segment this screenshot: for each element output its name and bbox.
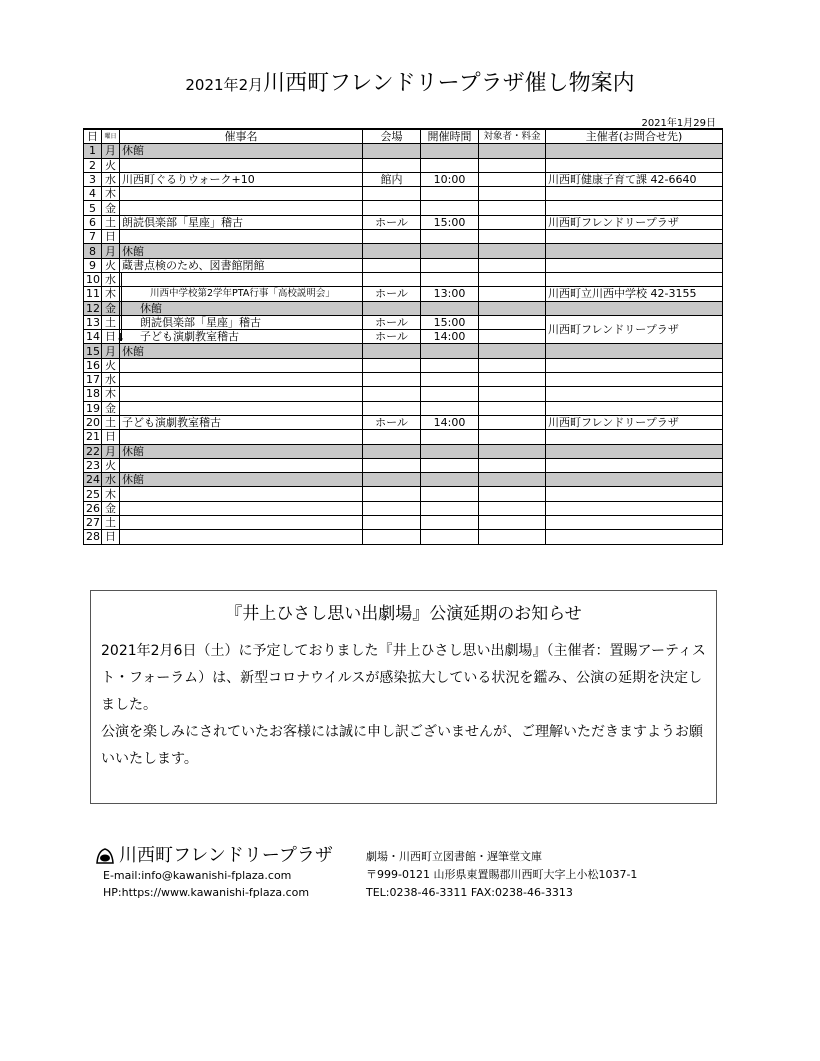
target-fee-cell bbox=[479, 358, 546, 372]
day-cell: 25 bbox=[84, 487, 102, 501]
event-cell bbox=[120, 501, 363, 515]
target-fee-cell bbox=[479, 444, 546, 458]
day-cell: 19 bbox=[84, 401, 102, 415]
footer-email[interactable]: E-mail:info@kawanishi-fplaza.com bbox=[103, 869, 292, 882]
event-cell bbox=[120, 401, 363, 415]
time-cell: 14:00 bbox=[421, 330, 479, 344]
organizer-cell bbox=[546, 387, 723, 401]
target-fee-cell bbox=[479, 230, 546, 244]
table-row bbox=[84, 430, 723, 444]
time-cell bbox=[421, 230, 479, 244]
table-row bbox=[84, 415, 723, 429]
venue-cell bbox=[363, 373, 421, 387]
target-fee-cell bbox=[479, 315, 546, 329]
organizer-cell bbox=[546, 373, 723, 387]
target-fee-cell bbox=[479, 530, 546, 544]
header-event: 催事名 bbox=[120, 129, 363, 144]
target-fee-cell bbox=[479, 516, 546, 530]
venue-cell bbox=[363, 401, 421, 415]
organizer-cell bbox=[546, 458, 723, 472]
time-cell bbox=[421, 444, 479, 458]
time-cell bbox=[421, 487, 479, 501]
day-cell: 7 bbox=[84, 230, 102, 244]
day-cell: 2 bbox=[84, 158, 102, 172]
table-row bbox=[84, 530, 723, 544]
day-cell: 23 bbox=[84, 458, 102, 472]
weekday-cell: 火 bbox=[102, 158, 120, 172]
table-row bbox=[84, 158, 723, 172]
time-cell bbox=[421, 473, 479, 487]
target-fee-cell bbox=[479, 158, 546, 172]
time-cell bbox=[421, 458, 479, 472]
organizer-cell bbox=[546, 516, 723, 530]
venue-cell bbox=[363, 358, 421, 372]
table-header bbox=[84, 129, 723, 144]
notice-title: 『井上ひさし思い出劇場』公演延期のお知らせ bbox=[225, 604, 582, 624]
weekday-cell: 日 bbox=[102, 330, 120, 344]
table-row bbox=[84, 344, 723, 358]
venue-cell bbox=[363, 501, 421, 515]
event-cell bbox=[120, 516, 363, 530]
day-cell: 16 bbox=[84, 358, 102, 372]
weekday-cell: 日 bbox=[102, 430, 120, 444]
notice-paragraph-1: 2021年2月6日（土）に予定しておりました『井上ひさし思い出劇場』（主催者：置賜アーティスト・フォーラム）は、新型コロナウイルスが感染拡大している状況を鑑み、公演の延期を決定しました。 bbox=[101, 643, 706, 713]
target-fee-cell bbox=[479, 458, 546, 472]
weekday-cell: 日 bbox=[102, 530, 120, 544]
target-fee-cell bbox=[479, 401, 546, 415]
weekday-cell: 金 bbox=[102, 501, 120, 515]
day-cell: 6 bbox=[84, 215, 102, 229]
time-cell bbox=[421, 187, 479, 201]
weekday-cell: 火 bbox=[102, 358, 120, 372]
day-cell: 8 bbox=[84, 244, 102, 258]
footer-address-block bbox=[366, 848, 637, 902]
event-cell bbox=[120, 458, 363, 472]
header-time: 開催時間 bbox=[421, 129, 479, 144]
time-cell bbox=[421, 358, 479, 372]
day-cell: 28 bbox=[84, 530, 102, 544]
venue-cell bbox=[363, 258, 421, 272]
day-cell: 11 bbox=[84, 287, 102, 301]
venue-cell: ホール bbox=[363, 287, 421, 301]
title-month: 2021年2月 bbox=[185, 76, 264, 94]
weekday-cell: 水 bbox=[102, 373, 120, 387]
event-cell: 子ども演劇教室稽古 bbox=[120, 415, 363, 429]
organizer-cell bbox=[546, 201, 723, 215]
page-title bbox=[0, 66, 820, 97]
event-cell: 休館 bbox=[120, 444, 363, 458]
time-cell bbox=[421, 530, 479, 544]
day-cell: 10 bbox=[84, 272, 102, 286]
time-cell bbox=[421, 201, 479, 215]
header-target-fee: 対象者・料金 bbox=[479, 129, 546, 144]
venue-cell: ホール bbox=[363, 330, 421, 344]
time-cell bbox=[421, 158, 479, 172]
organizer-cell bbox=[546, 430, 723, 444]
event-cell bbox=[120, 487, 363, 501]
event-table bbox=[83, 128, 723, 545]
organizer-cell bbox=[546, 501, 723, 515]
weekday-cell: 土 bbox=[102, 516, 120, 530]
target-fee-cell bbox=[479, 473, 546, 487]
day-cell: 5 bbox=[84, 201, 102, 215]
day-cell: 22 bbox=[84, 444, 102, 458]
table-row bbox=[84, 444, 723, 458]
weekday-cell: 水 bbox=[102, 172, 120, 186]
time-cell: 14:00 bbox=[421, 415, 479, 429]
weekday-cell: 土 bbox=[102, 415, 120, 429]
day-cell: 15 bbox=[84, 344, 102, 358]
event-cell bbox=[120, 230, 363, 244]
time-cell: 13:00 bbox=[421, 287, 479, 301]
venue-cell bbox=[363, 244, 421, 258]
target-fee-cell bbox=[479, 258, 546, 272]
issue-date: 2021年1月29日 bbox=[641, 118, 716, 129]
organizer-cell bbox=[546, 530, 723, 544]
organizer-cell bbox=[546, 258, 723, 272]
event-cell bbox=[120, 158, 363, 172]
day-cell: 18 bbox=[84, 387, 102, 401]
weekday-cell: 火 bbox=[102, 258, 120, 272]
event-cell: 休館 bbox=[120, 144, 363, 158]
event-cell: 休館 bbox=[120, 301, 363, 315]
event-cell bbox=[120, 272, 363, 286]
weekday-cell: 木 bbox=[102, 387, 120, 401]
organizer-cell: 川西町立川西中学校 42-3155 bbox=[546, 287, 723, 301]
footer-phone: TEL:0238-46-3311 FAX:0238-46-3313 bbox=[366, 886, 573, 899]
venue-cell bbox=[363, 516, 421, 530]
weekday-cell: 金 bbox=[102, 201, 120, 215]
organizer-cell bbox=[546, 272, 723, 286]
event-cell: 子ども演劇教室稽古 bbox=[120, 330, 363, 344]
header-venue: 会場 bbox=[363, 129, 421, 144]
venue-cell bbox=[363, 344, 421, 358]
header-weekday: 曜日 bbox=[102, 129, 120, 144]
organizer-cell bbox=[546, 473, 723, 487]
target-fee-cell bbox=[479, 387, 546, 401]
event-cell bbox=[120, 387, 363, 401]
time-cell bbox=[421, 144, 479, 158]
event-cell: 蔵書点検のため、図書館閉館 bbox=[120, 258, 363, 272]
weekday-cell: 水 bbox=[102, 473, 120, 487]
weekday-cell: 木 bbox=[102, 187, 120, 201]
table-row bbox=[84, 258, 723, 272]
day-cell: 3 bbox=[84, 172, 102, 186]
target-fee-cell bbox=[479, 187, 546, 201]
venue-cell bbox=[363, 187, 421, 201]
organizer-cell bbox=[546, 244, 723, 258]
table-row bbox=[84, 501, 723, 515]
weekday-cell: 土 bbox=[102, 315, 120, 329]
organizer-cell bbox=[546, 187, 723, 201]
time-cell bbox=[421, 244, 479, 258]
footer-facilities: 劇場・川西町立図書館・遅筆堂文庫 bbox=[366, 850, 542, 863]
organizer-cell bbox=[546, 301, 723, 315]
venue-cell bbox=[363, 473, 421, 487]
target-fee-cell bbox=[479, 330, 546, 344]
weekday-cell: 月 bbox=[102, 344, 120, 358]
venue-cell bbox=[363, 301, 421, 315]
venue-cell bbox=[363, 158, 421, 172]
time-cell bbox=[421, 272, 479, 286]
building-logo-icon bbox=[95, 847, 115, 865]
day-cell: 13 bbox=[84, 315, 102, 329]
target-fee-cell bbox=[479, 272, 546, 286]
day-cell: 21 bbox=[84, 430, 102, 444]
weekday-cell: 土 bbox=[102, 215, 120, 229]
organizer-cell bbox=[546, 344, 723, 358]
table-row bbox=[84, 301, 723, 315]
time-cell bbox=[421, 501, 479, 515]
time-cell: 15:00 bbox=[421, 315, 479, 329]
table-row bbox=[84, 144, 723, 158]
day-cell: 20 bbox=[84, 415, 102, 429]
event-cell bbox=[120, 358, 363, 372]
day-cell: 1 bbox=[84, 144, 102, 158]
table-row bbox=[84, 516, 723, 530]
organizer-cell bbox=[546, 158, 723, 172]
time-cell bbox=[421, 430, 479, 444]
time-cell bbox=[421, 516, 479, 530]
target-fee-cell bbox=[479, 373, 546, 387]
organizer-cell: 川西町フレンドリープラザ bbox=[546, 215, 723, 229]
venue-cell bbox=[363, 458, 421, 472]
target-fee-cell bbox=[479, 344, 546, 358]
table-row bbox=[84, 387, 723, 401]
organizer-cell bbox=[546, 358, 723, 372]
notice-box bbox=[90, 590, 717, 804]
event-cell: 朗読倶楽部「星座」稽古 bbox=[120, 315, 363, 329]
venue-cell bbox=[363, 487, 421, 501]
organizer-cell bbox=[546, 401, 723, 415]
event-cell: 川西中学校第2学年PTA行事「高校説明会」 bbox=[120, 287, 363, 301]
event-cell: 休館 bbox=[120, 344, 363, 358]
table-row bbox=[84, 272, 723, 286]
organizer-cell: 川西町フレンドリープラザ bbox=[546, 415, 723, 429]
organizer-cell: 川西町フレンドリープラザ bbox=[546, 315, 723, 344]
weekday-cell: 木 bbox=[102, 287, 120, 301]
day-cell: 12 bbox=[84, 301, 102, 315]
weekday-cell: 月 bbox=[102, 244, 120, 258]
organizer-cell bbox=[546, 444, 723, 458]
header-organizer: 主催者(お問合せ先) bbox=[546, 129, 723, 144]
event-cell: 休館 bbox=[120, 244, 363, 258]
venue-cell: 館内 bbox=[363, 172, 421, 186]
weekday-cell: 火 bbox=[102, 458, 120, 472]
table-row bbox=[84, 287, 723, 301]
table-row bbox=[84, 201, 723, 215]
venue-cell bbox=[363, 272, 421, 286]
time-cell bbox=[421, 401, 479, 415]
day-cell: 26 bbox=[84, 501, 102, 515]
event-cell bbox=[120, 201, 363, 215]
time-cell bbox=[421, 301, 479, 315]
target-fee-cell bbox=[479, 487, 546, 501]
day-cell: 4 bbox=[84, 187, 102, 201]
venue-cell bbox=[363, 201, 421, 215]
venue-cell: ホール bbox=[363, 415, 421, 429]
event-cell bbox=[120, 373, 363, 387]
time-cell: 10:00 bbox=[421, 172, 479, 186]
event-cell: 朗読倶楽部「星座」稽古 bbox=[120, 215, 363, 229]
venue-cell: ホール bbox=[363, 315, 421, 329]
table-row bbox=[84, 230, 723, 244]
organizer-cell bbox=[546, 144, 723, 158]
organizer-cell bbox=[546, 230, 723, 244]
venue-cell bbox=[363, 530, 421, 544]
table-row bbox=[84, 458, 723, 472]
event-cell bbox=[120, 430, 363, 444]
day-cell: 27 bbox=[84, 516, 102, 530]
venue-cell: ホール bbox=[363, 215, 421, 229]
table-row bbox=[84, 244, 723, 258]
arrow-down-icon: ↓ bbox=[116, 331, 126, 344]
weekday-cell: 金 bbox=[102, 301, 120, 315]
target-fee-cell bbox=[479, 201, 546, 215]
target-fee-cell bbox=[479, 287, 546, 301]
venue-cell bbox=[363, 430, 421, 444]
table-row bbox=[84, 172, 723, 186]
footer-logo-text: 川西町フレンドリープラザ bbox=[119, 845, 333, 866]
venue-cell bbox=[363, 387, 421, 401]
event-cell: 休館 bbox=[120, 473, 363, 487]
table-row bbox=[84, 358, 723, 372]
table-row bbox=[84, 215, 723, 229]
weekday-cell: 木 bbox=[102, 487, 120, 501]
time-cell bbox=[421, 258, 479, 272]
time-cell bbox=[421, 344, 479, 358]
weekday-cell: 月 bbox=[102, 444, 120, 458]
table-row bbox=[84, 315, 723, 329]
organizer-cell bbox=[546, 487, 723, 501]
table-row bbox=[84, 473, 723, 487]
day-cell: 9 bbox=[84, 258, 102, 272]
day-cell: 14 bbox=[84, 330, 102, 344]
event-cell: 川西町ぐるりウォーク+10 bbox=[120, 172, 363, 186]
venue-cell bbox=[363, 144, 421, 158]
venue-cell bbox=[363, 444, 421, 458]
table-row bbox=[84, 187, 723, 201]
weekday-cell: 金 bbox=[102, 401, 120, 415]
target-fee-cell bbox=[479, 172, 546, 186]
target-fee-cell bbox=[479, 430, 546, 444]
target-fee-cell bbox=[479, 301, 546, 315]
event-cell bbox=[120, 187, 363, 201]
target-fee-cell bbox=[479, 215, 546, 229]
table-row bbox=[84, 401, 723, 415]
time-cell bbox=[421, 373, 479, 387]
day-cell: 17 bbox=[84, 373, 102, 387]
title-main: 川西町フレンドリープラザ催し物案内 bbox=[263, 71, 635, 96]
target-fee-cell bbox=[479, 415, 546, 429]
weekday-cell: 月 bbox=[102, 144, 120, 158]
target-fee-cell bbox=[479, 144, 546, 158]
table-row bbox=[84, 373, 723, 387]
organizer-cell: 川西町健康子育て課 42-6640 bbox=[546, 172, 723, 186]
table-row bbox=[84, 487, 723, 501]
weekday-cell: 水 bbox=[102, 272, 120, 286]
header-day: 日 bbox=[84, 129, 102, 144]
footer-contact bbox=[95, 845, 333, 901]
footer-homepage[interactable]: HP:https://www.kawanishi-fplaza.com bbox=[103, 886, 310, 899]
time-cell bbox=[421, 387, 479, 401]
venue-cell bbox=[363, 230, 421, 244]
time-cell: 15:00 bbox=[421, 215, 479, 229]
target-fee-cell bbox=[479, 501, 546, 515]
weekday-cell: 日 bbox=[102, 230, 120, 244]
footer-address: 〒999-0121 山形県東置賜郡川西町大字上小松1037-1 bbox=[366, 868, 638, 881]
footer-logo bbox=[95, 845, 333, 867]
day-cell: 24 bbox=[84, 473, 102, 487]
target-fee-cell bbox=[479, 244, 546, 258]
event-cell bbox=[120, 530, 363, 544]
notice-paragraph-2: 公演を楽しみにされていたお客様には誠に申し訳ございませんが、ご理解いただきますようお願いいたします。 bbox=[101, 724, 703, 767]
